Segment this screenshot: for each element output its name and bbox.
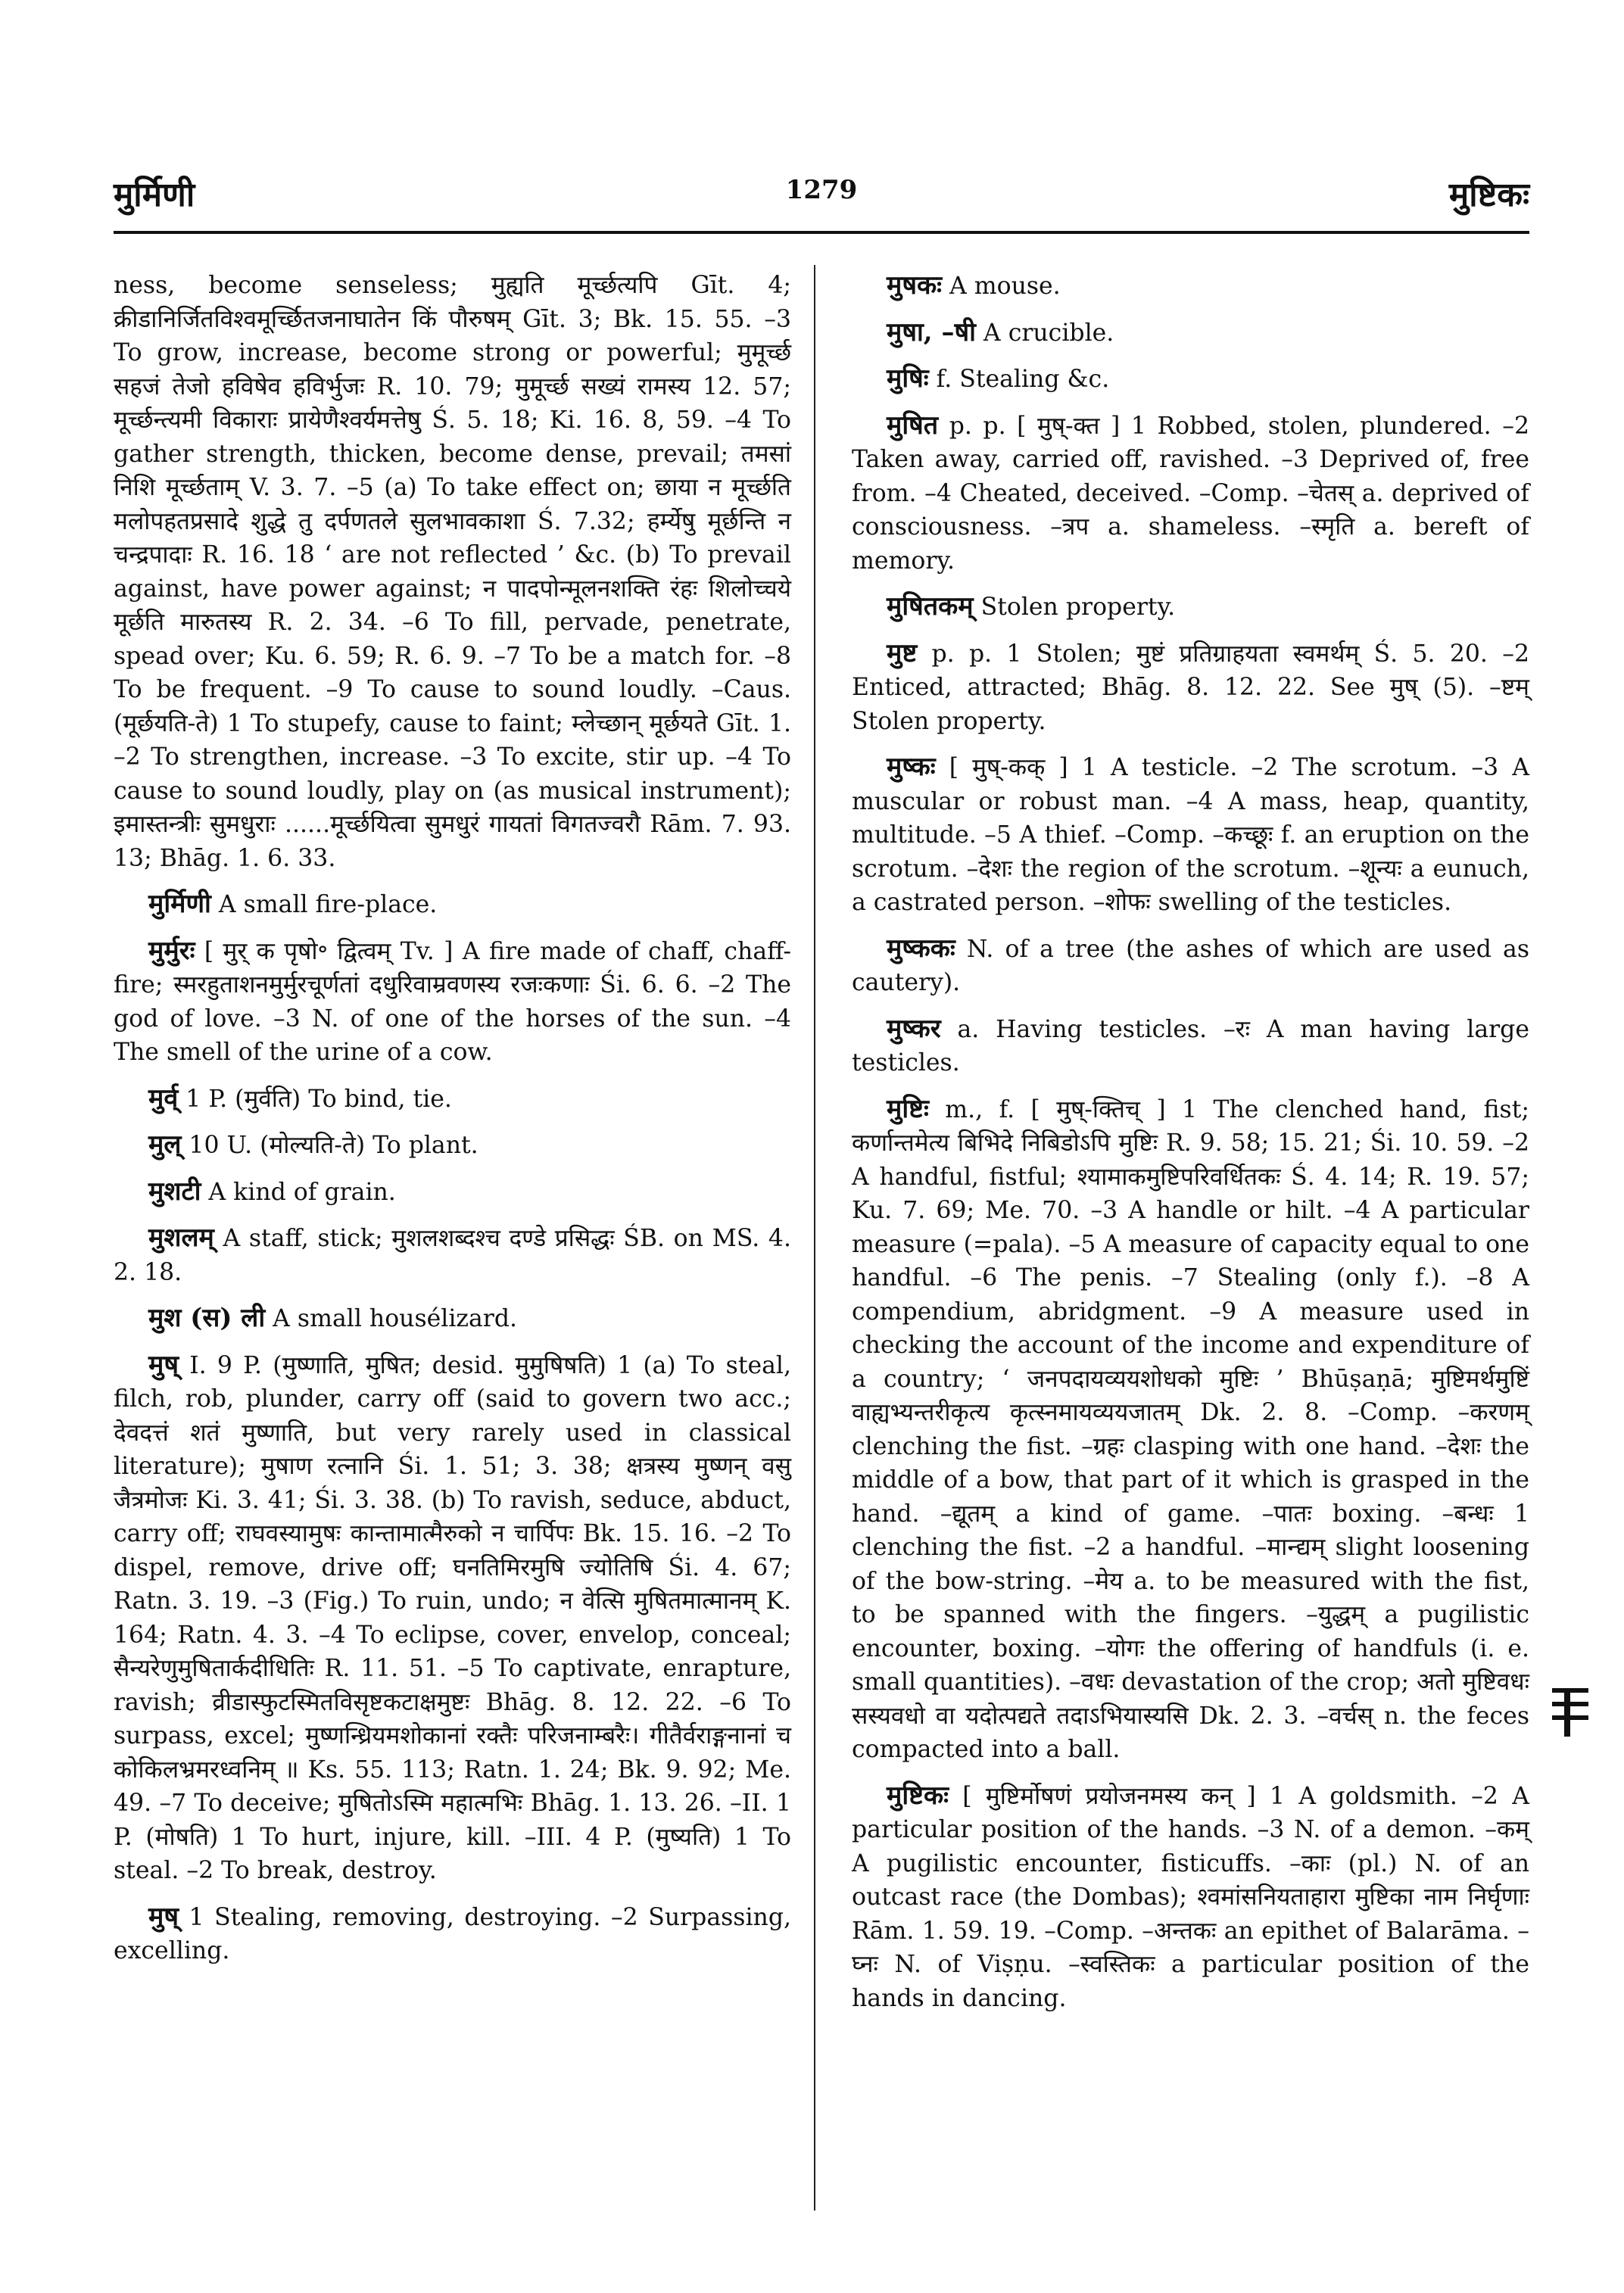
- entry-definition: A staff, stick; मुशलशब्दश्च दण्डे प्रसिद्धः ŚB. on MS. 4. 2. 18.: [114, 1225, 791, 1286]
- dictionary-entry: [114, 1301, 791, 1336]
- entry-headword: मुष्टिः: [887, 1093, 929, 1124]
- dictionary-entry: [852, 1779, 1529, 2016]
- dictionary-entry: [852, 409, 1529, 578]
- entry-definition: p. p. 1 Stolen; मुष्टं प्रतिग्राहयता स्वमर्थम् Ś. 5. 20. –2 Enticed, attracted; Bhāg. 8. 12. 22. See मुष् (5). –ष्टम् Stolen property.: [852, 640, 1529, 735]
- signature-mark-icon: [1552, 1688, 1588, 1737]
- entry-definition: A small housélizard.: [265, 1305, 518, 1332]
- entry-headword: मुष्कः: [887, 752, 936, 782]
- dictionary-entry: [852, 637, 1529, 739]
- entry-headword: मुष्ट: [887, 637, 918, 668]
- dictionary-entry: [114, 1348, 791, 1888]
- left-column: [114, 269, 791, 1968]
- entry-definition: 10 U. (मोल्यति-ते) To plant.: [181, 1132, 478, 1159]
- entry-headword: मुष्टिकः: [887, 1780, 949, 1811]
- dictionary-entry: [852, 590, 1529, 625]
- column-divider: [814, 265, 815, 2210]
- entry-definition: A crucible.: [975, 319, 1114, 347]
- entry-definition: N. of a tree (the ashes of which are used as cautery).: [852, 935, 1529, 996]
- page-number: 1279: [785, 175, 858, 205]
- entry-headword: मुशटी: [148, 1176, 201, 1207]
- entry-headword: मुषिः: [887, 363, 929, 394]
- entry-definition: ness, become senseless; मुह्यति मूर्च्छत्यपि Gīt. 4; क्रीडानिर्जितविश्वमूर्च्छितजनाघातेन किं पौरुषम् Gīt. 3; Bk. 15. 55. –3 To grow, increase, become strong or powerful; मुमूर्च्छ सहजं तेजो हविषेव हविर्भुजः R. 10. 79; मुमूर्च्छ सख्यं रामस्य 12. 57; मूर्च्छन्त्यमी विकाराः प्रायेणैश्वर्यमत्तेषु Ś. 5. 18; Ki. 16. 8, 59. –4 To gather strength, thicken, become dense, prevail; तमसां निशि मूर्च्छताम् V. 3. 7. –5 (a) To take effect on; छाया न मूर्च्छति मलोपहतप्रसादे शुद्धे तु दर्पणतले सुलभावकाशा Ś. 7.32; हर्म्येषु मूर्छन्ति न चन्द्रपादाः R. 16. 18 ‘ are not reflected ’ &c. (b) To prevail against, have power against; न पादपोन्मूलनशक्ति रंहः शिलोच्चये मूर्छति मारुतस्य R. 2. 34. –6 To fill, pervade, penetrate, spead over; Ku. 6. 59; R. 6. 9. –7 To be a match for. –8 To be frequent. –9 To cause to sound loudly. –Caus. (मूर्छयति-ते) 1 To stupefy, cause to faint; म्लेच्छान् मूर्छयते Gīt. 1. –2 To strengthen, increase. –3 To excite, stir up. –4 To cause to sound loudly, play on (as musical instrument); इमास्तन्त्रीः सुमधुराः ......मूर्च्छयित्वा सुमधुरं गायतां विगतज्वरौ Rām. 7. 93. 13; Bhāg. 1. 6. 33.: [114, 272, 791, 872]
- entry-definition: A mouse.: [941, 273, 1061, 300]
- dictionary-entry: [114, 1900, 791, 1968]
- entry-headword: मुशलम्: [148, 1223, 214, 1253]
- entry-definition: 1 P. (मुर्वति) To bind, tie.: [178, 1085, 452, 1113]
- entry-definition: a. Having testicles. –रः A man having large testicles.: [852, 1015, 1529, 1076]
- dictionary-entry: [114, 887, 791, 922]
- dictionary-entry: [852, 750, 1529, 920]
- entry-definition: m., f. [ मुष्-क्तिच् ] 1 The clenched hand, fist; कर्णान्तमेत्य बिभिदे निबिडोऽपि मुष्टिः R. 9. 58; 15. 21; Śi. 10. 59. –2 A handful, fistful; श्यामाकमुष्टिपरिवर्धितकः Ś. 4. 14; R. 19. 57; Ku. 7. 69; Me. 70. –3 A handle or hilt. –4 A particular measure (=pala). –5 A measure of capacity equal to one handful. –6 The penis. –7 Stealing (only f.). –8 A compendium, abridgment. –9 A measure used in checking the account of the income and expenditure of a country; ‘ जनपदायव्ययशोधको मुष्टिः ’ Bhūṣaṇā; मुष्टिमर्थमुष्टिं वाह्यभ्यन्तरीकृत्य कृत्स्नमायव्ययजातम् Dk. 2. 8. –Comp. –करणम् clenching the fist. –ग्रहः clasping with one hand. –देशः the middle of a bow, that part of it which is grasped in the hand. –द्यूतम् a kind of game. –पातः boxing. –बन्धः 1 clenching the fist. –2 a handful. –मान्द्यम् slight loosening of the bow-string. –मेय a. to be measured with the fist, to be spanned with the fingers. –युद्धम् a pugilistic encounter, boxing. –योगः the offering of handfuls (i. e. small quantities). –वधः devastation of the crop; अतो मुष्टिवधः सस्यवधो वा यदोत्पद्यते तदाऽभियास्यसि Dk. 2. 3. –वर्चस् n. the feces compacted into a ball.: [852, 1095, 1529, 1763]
- entry-definition: f. Stealing &c.: [928, 366, 1110, 393]
- entry-definition: A kind of grain.: [201, 1178, 396, 1206]
- entry-headword: मुषकः: [887, 270, 942, 301]
- entry-definition: Stolen property.: [973, 594, 1176, 621]
- entry-definition: [ मुष्-कक् ] 1 A testicle. –2 The scrotum. –3 A muscular or robust man. –4 A mass, heap, quantity, multitude. –5 A thief. –Comp. –कच्छूः f. an eruption on the scrotum. –देशः the region of the scrotum. –शून्यः a eunuch, a castrated person. –शोफः swelling of the testicles.: [852, 754, 1529, 916]
- entry-headword: मुर्व्: [148, 1083, 179, 1114]
- entry-definition: A small fire-place.: [210, 891, 438, 918]
- dictionary-entry: [114, 1175, 791, 1210]
- dictionary-entry: [852, 1012, 1529, 1080]
- entry-headword: मुर्मिणी: [148, 889, 211, 919]
- entry-headword: मुश (स) ली: [148, 1303, 266, 1333]
- entry-definition: I. 9 P. (मुष्णाति, मुषित; desid. मुमुषिषति) 1 (a) To steal, filch, rob, plunder, carry off (said to govern two acc.; देवदत्तं शतं मुष्णाति, but very rarely used in classical literature); मुषाण रत्नानि Śi. 1. 51; 3. 38; क्षत्रस्य मुष्णन् वसु जैत्रमोजः Ki. 3. 41; Śi. 3. 38. (b) To ravish, seduce, abduct, carry off; राघवस्यामुषः कान्तामात्मैरुको न चार्पिपः Bk. 15. 16. –2 To dispel, remove, drive off; घनतिमिरमुषि ज्योतिषि Śi. 4. 67; Ratn. 3. 19. –3 (Fig.) To ruin, undo; न वेत्सि मुषितमात्मानम् K. 164; Ratn. 4. 3. –4 To eclipse, cover, envelop, conceal; सैन्यरेणुमुषितार्कदीधितिः R. 11. 51. –5 To captivate, enrapture, ravish; व्रीडास्फुटस्मितविसृष्टकटाक्षमुष्टः Bhāg. 8. 12. 22. –6 To surpass, excel; मुष्णन्ध्रियमशोकानां रक्तैः परिजनाम्बरैः। गीतैर्वराङ्गनानां च कोकिलभ्रमरध्वनिम् ॥ Ks. 55. 113; Ratn. 1. 24; Bk. 9. 92; Me. 49. –7 To deceive; मुषितोऽस्मि महात्मभिः Bhāg. 1. 13. 26. –II. 1 P. (मोषति) 1 To hurt, injure, kill. –III. 4 P. (मुष्यति) 1 To steal. –2 To break, destroy.: [114, 1351, 791, 1884]
- entry-headword: मुल्: [148, 1129, 182, 1160]
- entry-headword: मुषितकम्: [887, 591, 974, 622]
- dictionary-entry: [852, 316, 1529, 350]
- entry-headword: मुषित: [887, 410, 939, 441]
- dictionary-entry: [114, 1221, 791, 1289]
- dictionary-entry: [852, 932, 1529, 1000]
- header-rule: [114, 231, 1529, 234]
- header-last-headword: मुष्टिकः: [1448, 176, 1529, 214]
- dictionary-entry: [852, 269, 1529, 304]
- entry-headword: मुषा, –षी: [887, 316, 976, 347]
- dictionary-entry: [114, 1128, 791, 1163]
- entry-headword: मुष्: [148, 1901, 179, 1932]
- dictionary-entry: [114, 269, 791, 875]
- entry-definition: 1 Stealing, removing, destroying. –2 Surpassing, excelling.: [114, 1903, 791, 1964]
- header-first-headword: मुर्मिणी: [114, 176, 195, 214]
- right-column: [852, 269, 1529, 2015]
- dictionary-entry: [114, 934, 791, 1070]
- dictionary-entry: [852, 362, 1529, 397]
- dictionary-entry: [114, 1082, 791, 1117]
- entry-headword: मुष्कर: [887, 1013, 941, 1044]
- entry-definition: [ मुष्टिर्मोषणं प्रयोजनमस्य कन् ] 1 A goldsmith. –2 A particular position of the hands. –3 N. of a demon. –कम् A pugilistic encounter, fisticuffs. –काः (pl.) N. of an outcast race (the Dombas); श्वमांसनियताहारा मुष्टिका नाम निर्घृणाः Rām. 1. 59. 19. –Comp. –अन्तकः an epithet of Balarāma. –घ्नः N. of Viṣṇu. –स्वस्तिकः a particular position of the hands in dancing.: [852, 1782, 1529, 2012]
- entry-definition: [ मुर् क पृषो॰ द्वित्वम् Tv. ] A fire made of chaff, chaff-fire; स्मरहुताशनमुर्मुरचूर्णतां दधुरिवाम्रवणस्य रजःकणाः Śi. 6. 6. –2 The god of love. –3 N. of one of the horses of the sun. –4 The smell of the urine of a cow.: [114, 937, 791, 1066]
- page-header: [114, 170, 1529, 223]
- entry-headword: मुर्मुरः: [148, 935, 195, 966]
- entry-definition: p. p. [ मुष्-क्त ] 1 Robbed, stolen, plundered. –2 Taken away, carried off, ravished. –3 Deprived of, free from. –4 Cheated, deceived. –Comp. –चेतस् a. deprived of consciousness. –त्रप a. shameless. –स्मृति a. bereft of memory.: [852, 412, 1529, 575]
- dictionary-entry: [852, 1092, 1529, 1767]
- entry-headword: मुष्ककः: [887, 933, 955, 964]
- entry-headword: मुष्: [148, 1349, 179, 1380]
